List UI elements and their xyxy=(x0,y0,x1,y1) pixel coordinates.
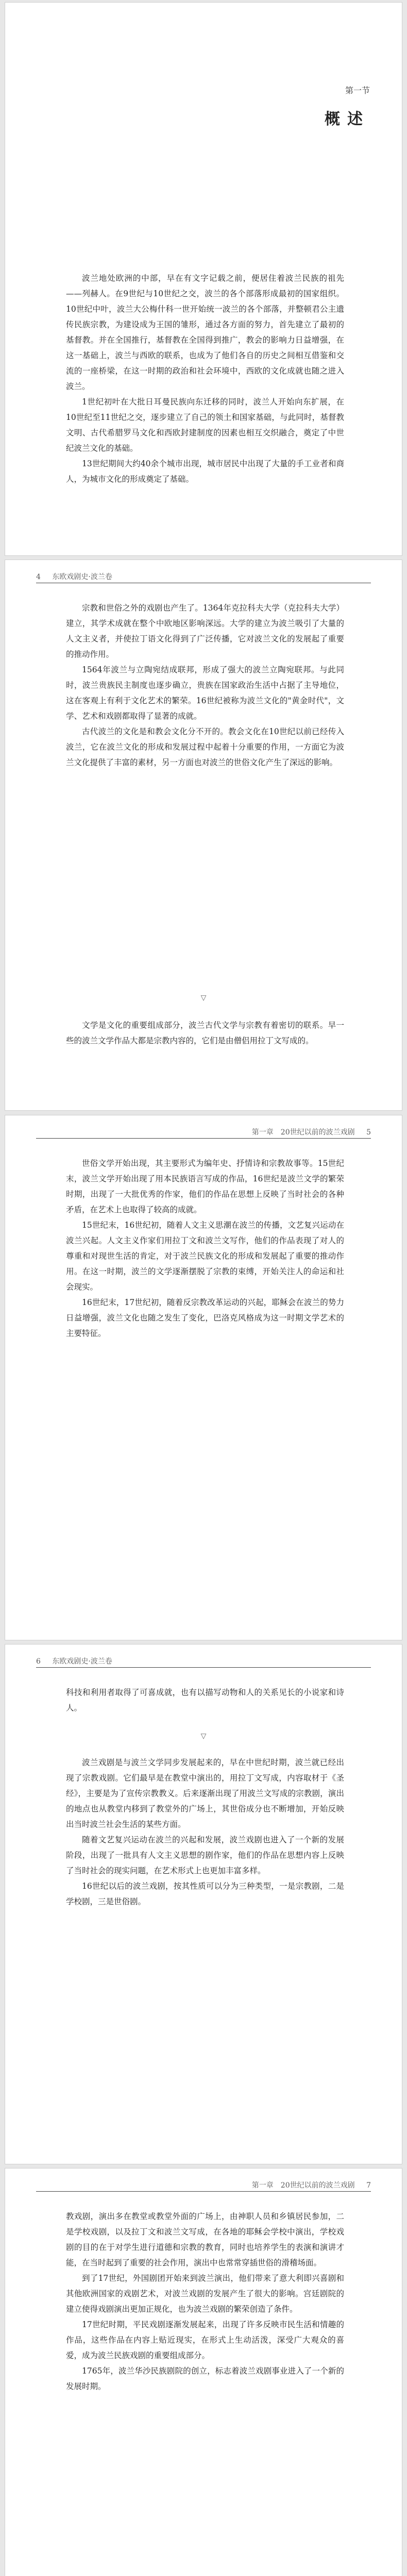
paragraph: 13世纪期间大约40余个城市出现，城市居民中出现了大量的手工业者和商人，为城市文化的形成奠定了基础。 xyxy=(66,459,344,484)
paragraph: 到了17世纪，外国剧团开始来到波兰演出，他们带来了意大利即兴喜剧和其他欧洲国家的戏剧艺术，对波兰戏剧的发展产生了很大的影响。宫廷剧院的建立使得戏剧演出更加正规化，也为波兰戏剧的繁荣创造了条件。 xyxy=(66,2274,344,2314)
paragraph: 15世纪末，16世纪初，随着人文主义思潮在波兰的传播，文艺复兴运动在波兰兴起。人文主义作家们用拉丁文和波兰文写作，他们的作品表现了对人的尊重和对现世生活的肯定，对于波兰民族文化的形成和发展起了重要的推动作用。在这一时期，波兰的文学逐渐摆脱了宗教的束缚，开始关注人的命运和社会现实。 xyxy=(66,1221,344,1292)
running-title: 第一章 20世纪以前的波兰戏剧 xyxy=(251,1128,355,1137)
paragraph: 古代波兰的文化是和教会文化分不开的。教会文化在10世纪以前已经传入波兰，它在波兰文化的形成和发展过程中起着十分重要的作用，一方面它为波兰文化提供了丰富的素材，另一方面也对波兰的世俗文化产生了深远的影响。 xyxy=(66,727,344,767)
paragraph: 17世纪时期，平民戏剧逐渐发展起来，出现了许多反映市民生活和情趣的作品，这些作品在内容上贴近现实，在形式上生动活泼，深受广大观众的喜爱，成为波兰民族戏剧的重要组成部分。 xyxy=(66,2320,344,2360)
body-text xyxy=(66,1156,344,1341)
paragraph: 教戏剧，演出多在教堂或教堂外面的广场上，由神职人员和乡镇居民参加，二是学校戏剧，以及拉丁文和波兰文写成，在各地的耶稣会学校中演出，学校戏剧的目的在于对学生进行道德和宗教的教育，同时也培养学生的表演和演讲才能，在当时起到了重要的社会作用，演出中也常常穿插世俗的滑稽场面。 xyxy=(66,2212,344,2267)
section-label: 第一节 xyxy=(345,86,370,95)
paragraph: 1564年波兰与立陶宛结成联邦，形成了强大的波兰立陶宛联邦。与此同时，波兰贵族民主制度也逐步确立，贵族在国家政治生活中占据了主导地位，这在客观上有利于文化艺术的繁荣。16世纪被称为波兰文化的"黄金时代"，文学、艺术和戏剧都取得了显著的成就。 xyxy=(66,665,344,721)
paragraph: 随着文艺复兴运动在波兰的兴起和发展，波兰戏剧也进入了一个新的发展阶段，出现了一批具有人文主义思想的剧作家，他们的作品在思想内容上反映了当时社会的现实问题，在艺术形式上也更加丰富多样。 xyxy=(66,1835,344,1875)
section-divider-icon: ▽ xyxy=(200,994,207,1002)
body-text xyxy=(66,1018,344,1048)
document-page-3 xyxy=(5,1115,402,1640)
paragraph: 16世纪以后的波兰戏剧，按其性质可以分为三种类型，一是宗教剧，二是学校剧，三是世俗剧。 xyxy=(66,1882,344,1906)
body-text xyxy=(66,600,344,770)
chapter-heading xyxy=(325,84,370,129)
page-number: 6 xyxy=(36,1657,41,1666)
section-title: 概述 xyxy=(325,110,370,128)
running-title: 东欧戏剧史·波兰卷 xyxy=(52,573,112,581)
paragraph: 1世纪初叶在大批日耳曼民族向东迁移的同时，波兰人开始向东扩展，在10世纪至11世纪之交，逐步建立了自己的领土和国家基础，与此同时，基督教文明、古代希腊罗马文化和西欧封建制度的因素也相互交织融合，奠定了中世纪波兰文化的基础。 xyxy=(66,397,344,453)
paragraph: 世俗文学开始出现，其主要形式为编年史、抒情诗和宗教故事等。15世纪末，波兰文学开始出现了用本民族语言写成的作品，16世纪是波兰文学的繁荣时期，出现了一大批优秀的作家，他们的作品在思想上反映了当时社会的各种矛盾，在艺术上也取得了较高的成就。 xyxy=(66,1159,344,1214)
header-rule xyxy=(36,1138,371,1139)
running-head xyxy=(252,1127,371,1137)
running-head xyxy=(36,1656,112,1666)
document-page-5 xyxy=(5,2168,402,2576)
paragraph: 波兰地处欧洲的中部，早在有文字记载之前，便居住着波兰民族的祖先——列赫人。在9世纪与10世纪之交，波兰的各个部落形成最初的国家组织。10世纪中叶，波兰大公梅什科一世开始统一波兰的各个部落，并整顿君公主遗传民族宗教，为建设成为王国的雏形，通过各方面的努力，首先建立了最初的基督教。并在全国推行，基督教在全国得到推广，教会的影响力日益增强，在这一基础上，波兰与西欧的联系，也成为了他们各自的历史之间相互借鉴和交流的一座桥梁，在这一时期的政治和社会环境中，西欧的文化成就也随之进入波兰。 xyxy=(66,274,344,391)
running-title: 东欧戏剧史·波兰卷 xyxy=(52,1657,112,1666)
paragraph: 文学是文化的重要组成部分，波兰古代文学与宗教有着密切的联系。早一些的波兰文学作品大都是宗教内容的，它们是由僧侣用拉丁文写成的。 xyxy=(66,1021,344,1045)
document-page-2 xyxy=(5,560,402,1111)
header-rule xyxy=(36,1667,371,1668)
page-number: 4 xyxy=(36,573,41,581)
header-rule xyxy=(36,2191,371,2192)
paragraph: 科技和利用者取得了可喜成就，也有以描写动物和人的关系见长的小说家和诗人。 xyxy=(66,1688,344,1713)
paragraph: 1765年，波兰华沙民族剧院的创立，标志着波兰戏剧事业进入了一个新的发展时期。 xyxy=(66,2366,344,2391)
page-number: 7 xyxy=(366,2181,371,2190)
running-head xyxy=(252,2180,371,2190)
body-text xyxy=(66,2209,344,2394)
document-page-4 xyxy=(5,1644,402,2164)
section-divider-icon: ▽ xyxy=(200,1732,207,1740)
paragraph: 波兰戏剧是与波兰文学同步发展起来的，早在中世纪时期，波兰就已经出现了宗教戏剧。它们最早是在教堂中演出的，用拉丁文写成，内容取材于《圣经》，主要是为了宣传宗教教义。后来逐渐出现了用波兰文写成的宗教剧，演出的地点也从教堂内移到了教堂外的广场上，其世俗成分也不断增加，开始反映出当时波兰社会生活的某些方面。 xyxy=(66,1758,344,1829)
paragraph: 宗教和世俗之外的戏剧也产生了。1364年克拉科夫大学（克拉科夫大学）建立，其学术成就在整个中欧地区影响深远。大学的建立为波兰吸引了大量的人文主义者，并使拉丁语文化得到了广泛传播，它对波兰文化的发展起了重要的推动作用。 xyxy=(66,603,344,659)
paragraph: 16世纪末，17世纪初，随着反宗教改革运动的兴起，耶稣会在波兰的势力日益增强，波兰文化也随之发生了变化，巴洛克风格成为这一时期文学艺术的主要特征。 xyxy=(66,1298,344,1338)
body-text xyxy=(66,1755,344,1909)
document-page-1 xyxy=(5,2,402,556)
body-text xyxy=(66,270,344,487)
body-text xyxy=(66,1685,344,1716)
running-head xyxy=(36,571,112,582)
page-number: 5 xyxy=(366,1128,371,1137)
running-title: 第一章 20世纪以前的波兰戏剧 xyxy=(251,2181,355,2190)
